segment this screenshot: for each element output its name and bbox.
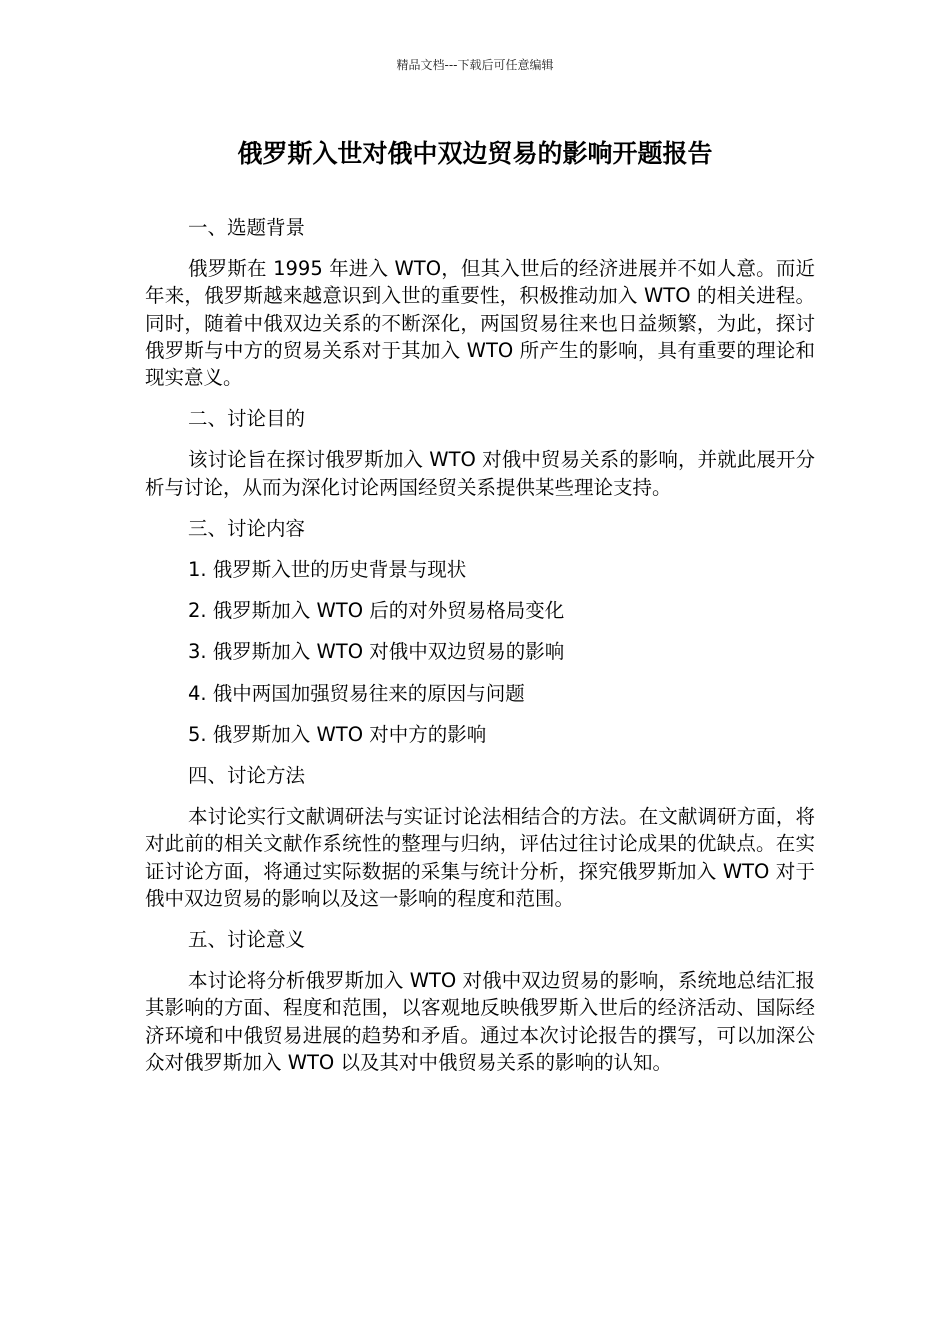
paragraph-significance: 本讨论将分析俄罗斯加入 WTO 对俄中双边贸易的影响，系统地总结汇报其影响的方面、程度和范围，以客观地反映俄罗斯入世后的经济活动、国际经济环境和中俄贸易进展的趋势和矛盾。通过本次讨论报告的撰写，可以加深公众对俄罗斯加入 WTO 以及其对中俄贸易关系的影响的认知。 bbox=[145, 969, 815, 1074]
content-list-item: 5. 俄罗斯加入 WTO 对中方的影响 bbox=[188, 722, 487, 746]
content-list-item: 3. 俄罗斯加入 WTO 对俄中双边贸易的影响 bbox=[188, 640, 565, 664]
paragraph-purpose: 该讨论旨在探讨俄罗斯加入 WTO 对俄中贸易关系的影响，并就此展开分析与讨论，从而为深化讨论两国经贸关系提供某些理论支持。 bbox=[145, 448, 815, 499]
paragraph-background: 俄罗斯在 1995 年进入 WTO，但其入世后的经济进展并不如人意。而近年来，俄罗斯越来越意识到入世的重要性，积极推动加入 WTO 的相关进程。同时，随着中俄双边关系的不断深化，两国贸易往来也日益频繁，为此，探讨俄罗斯与中方的贸易关系对于其加入 WTO 所产生的影响，具有重要的理论和现实意义。 bbox=[145, 257, 815, 390]
document-title: 俄罗斯入世对俄中双边贸易的影响开题报告 bbox=[237, 139, 713, 168]
page-header-note: 精品文档---下载后可任意编辑 bbox=[396, 58, 554, 72]
section-heading-method: 四、讨论方法 bbox=[188, 764, 306, 788]
section-heading-purpose: 二、讨论目的 bbox=[188, 407, 306, 431]
paragraph-method: 本讨论实行文献调研法与实证讨论法相结合的方法。在文献调研方面，将对此前的相关文献作系统性的整理与归纳，评估过往讨论成果的优缺点。在实证讨论方面，将通过实际数据的采集与统计分析，探究俄罗斯加入 WTO 对于俄中双边贸易的影响以及这一影响的程度和范围。 bbox=[145, 805, 815, 910]
section-heading-content: 三、讨论内容 bbox=[188, 516, 306, 540]
section-heading-background: 一、选题背景 bbox=[188, 216, 306, 239]
document-body bbox=[145, 214, 815, 1090]
content-list-item: 2. 俄罗斯加入 WTO 后的对外贸易格局变化 bbox=[188, 599, 565, 623]
content-list-item: 4. 俄中两国加强贸易往来的原因与问题 bbox=[188, 681, 525, 705]
section-heading-significance: 五、讨论意义 bbox=[188, 928, 306, 952]
content-list-item: 1. 俄罗斯入世的历史背景与现状 bbox=[188, 558, 467, 582]
